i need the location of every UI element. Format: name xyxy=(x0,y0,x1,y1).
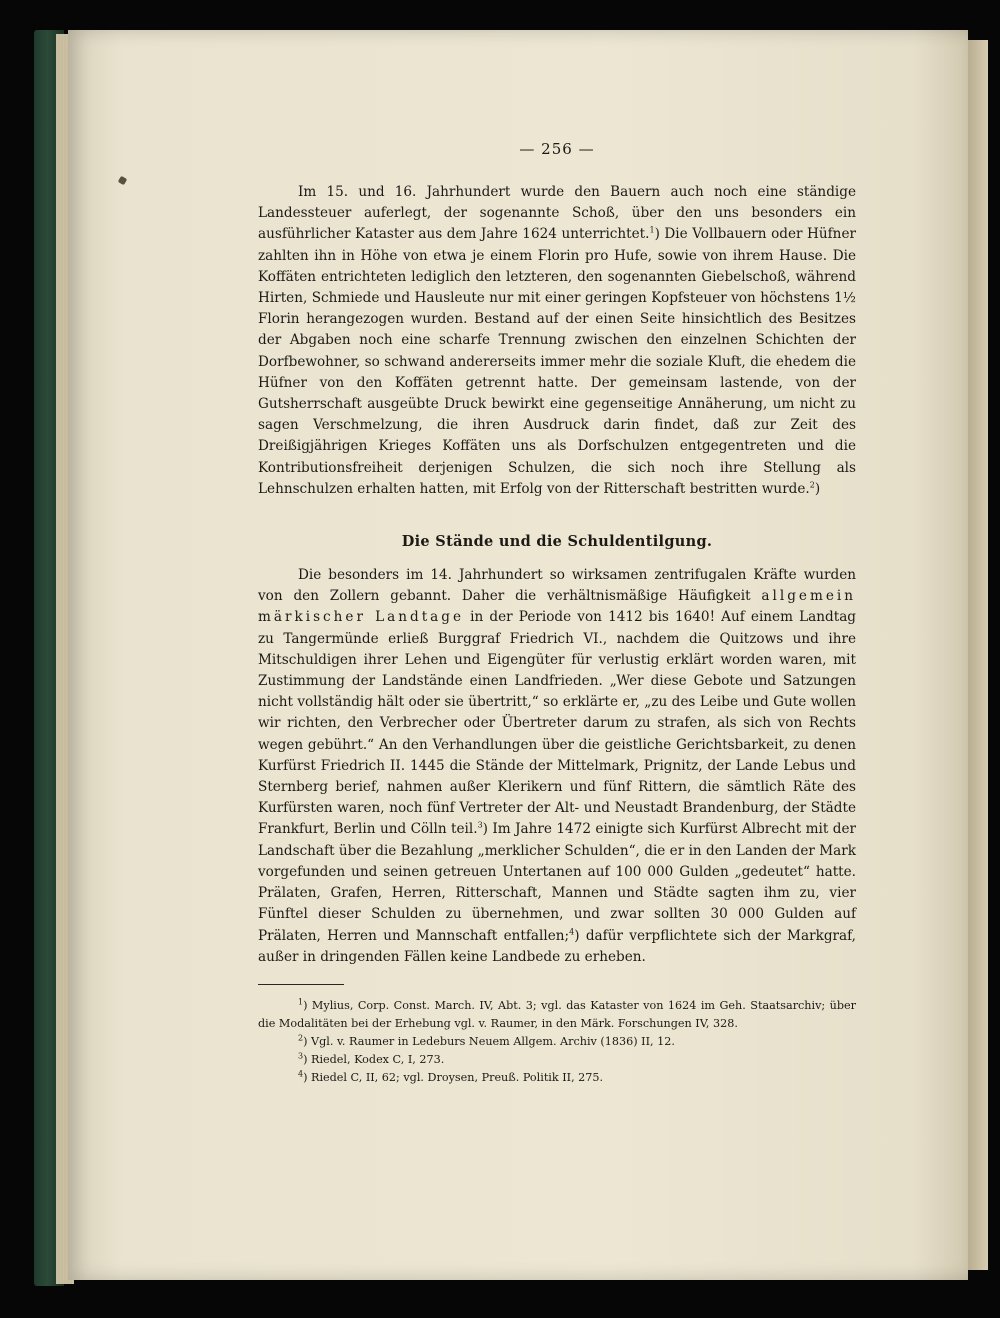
footnotes xyxy=(258,997,856,1087)
footnote-mark: 1 xyxy=(298,997,304,1007)
footnote-ref: 4 xyxy=(569,926,575,936)
next-page-edge xyxy=(968,40,988,1270)
page-text xyxy=(258,140,856,1087)
footnote-mark: 3 xyxy=(298,1051,304,1061)
paragraph-peasant-taxes xyxy=(258,182,856,500)
paragraph-text: ) dafür verpflichtete sich der Markgraf, außer in dringenden Fällen keine Landbede zu erheben. xyxy=(258,927,856,965)
footnote-mark: 2 xyxy=(298,1033,304,1043)
footnote-text: ) Riedel, Kodex C, I, 273. xyxy=(303,1052,445,1066)
footnote-divider xyxy=(258,984,344,985)
section-heading: Die Stände und die Schuldentilgung. xyxy=(401,533,713,551)
paragraph-text: Im 15. und 16. Jahrhundert wurde den Bauern auch noch eine ständige Landessteuer auferlegt, der sogenannte Schoß, über den uns besonders ein ausführlicher Kataster aus dem Jahre 1624 unterrichtet. xyxy=(258,184,856,243)
footnote-text: ) Mylius, Corp. Const. March. IV, Abt. 3; vgl. das Kataster von 1624 im Geh. Staatsarchiv; über die Modalitäten bei der Erhebung vgl. v. Raumer, in den Märk. Forschungen IV, 328. xyxy=(258,998,856,1030)
paragraph-text: Die besonders im 14. Jahrhundert so wirksamen zentrifugalen Kräfte wurden von den Zollern gebannt. Daher die verhältnismäßige Häufigkeit xyxy=(258,567,856,605)
paragraph-estates xyxy=(258,565,856,968)
footnote-3 xyxy=(258,1051,856,1069)
footnote-text: ) Vgl. v. Raumer in Ledeburs Neuem Allgem. Archiv (1836) II, 12. xyxy=(303,1034,675,1048)
footnote-text: ) Riedel C, II, 62; vgl. Droysen, Preuß. Politik II, 275. xyxy=(303,1070,604,1084)
footnote-2 xyxy=(258,1033,856,1051)
footnote-ref: 3 xyxy=(477,820,483,830)
spaced-emphasis: allgemein märkischer Landtage xyxy=(258,588,856,626)
footnote-ref: 1 xyxy=(649,225,655,235)
paragraph-text: ) xyxy=(814,480,821,497)
paragraph-text: ) Die Vollbauern oder Hüfner zahlten ihn in Höhe von etwa je einem Florin pro Hufe, sowie von ihrem Hause. Die Koffäten entrichteten lediglich den letzteren, den sogenannten Giebelschoß, während Hirten, Schmiede und Hausleute nur mit einer geringen Kopfsteuer von höchstens 1½ Florin herangezogen wurden. Bestand auf der einen Seite hinsichtlich des Besitzes der Abgaben noch eine scharfe Trennung zwischen den einzelnen Schichten der Dorfbewohner, so schwand andererseits immer mehr die soziale Kluft, die ehedem die Hüfner von den Koffäten getrennt hatte. Der gemeinsam lastende, von der Gutsherrschaft ausgeübte Druck bewirkt eine gegenseitige Annäherung, um nicht zu sagen Verschmelzung, die ihren Ausdruck darin findet, daß zur Zeit des Dreißigjährigen Krieges Koffäten uns als Dorfschulzen entgegentreten und die Kontributionsfreiheit derjenigen Schulzen, die sich noch ihre Stellung als Lehnschulzen erhalten hatten, mit Erfolg von der Ritterschaft bestritten wurde. xyxy=(258,226,856,497)
paragraph-text: in der Periode von 1412 bis 1640! Auf einem Landtag zu Tangermünde erließ Burggraf Friedrich VI., nachdem die Quitzows und ihre Mitschuldigen ihrer Lehen und Eigengüter für verlustig erklärt worden waren, mit Zustimmung der Landstände einen Landfrieden. „Wer diese Gebote und Satzungen nicht vollständig hält oder sie übertritt,“ so erklärte er, „zu des Leibe und Gute wollen wir richten, den Verbrecher oder Übertreter darum zu strafen, als sich von Rechts wegen gebührt.“ An den Verhandlungen über die geistliche Gerichtsbarkeit, zu denen Kurfürst Friedrich II. 1445 die Stände der Mittelmark, Prignitz, der Lande Lebus und Sternberg berief, nahmen außer Klerikern und fünf Rittern, die sämtlich Räte des Kurfürsten waren, noch fünf Vertreter der Alt- und Neustadt Brandenburg, der Städte Frankfurt, Berlin und Cölln teil. xyxy=(258,609,856,838)
footnote-4 xyxy=(258,1069,856,1087)
footnote-1 xyxy=(258,997,856,1033)
footnote-ref: 2 xyxy=(809,480,815,490)
paragraph-text: ) Im Jahre 1472 einigte sich Kurfürst Albrecht mit der Landschaft über die Bezahlung „merklicher Schulden“, die er in den Landen der Mark vorgefunden und seinen getreuen Untertanen auf 100 000 Gulden „gedeutet“ hatte. Prälaten, Grafen, Herren, Ritterschaft, Mannen und Städte sagten ihm zu, vier Fünftel dieser Schulden zu übernehmen, und zwar sollten 30 000 Gulden auf Prälaten, Herren und Mannschaft entfallen; xyxy=(258,821,856,944)
footnote-mark: 4 xyxy=(298,1069,304,1079)
page-number: — 256 — xyxy=(519,140,595,158)
